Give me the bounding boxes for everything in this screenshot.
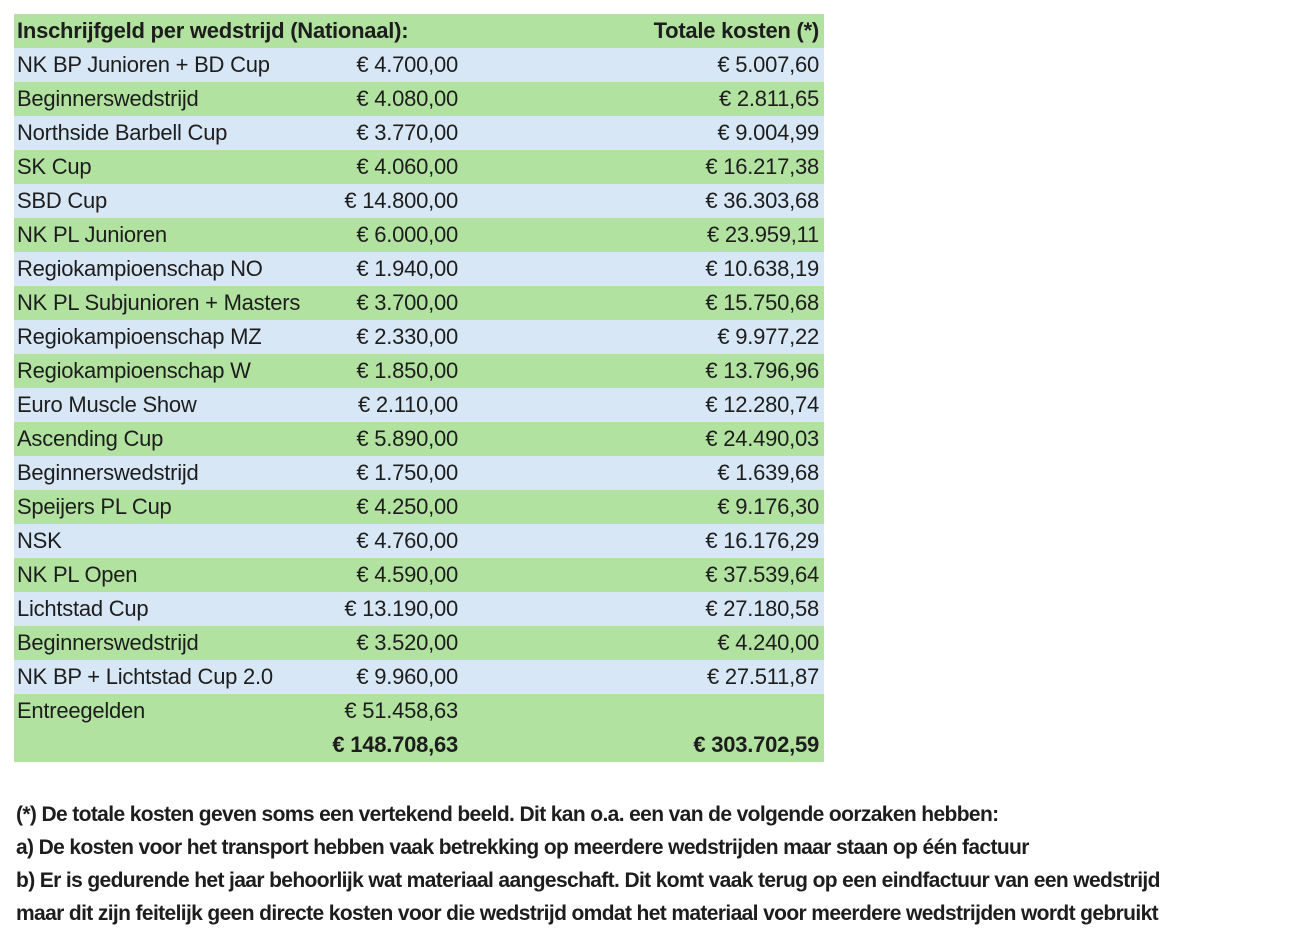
competition-name-cell: NK PL Junioren bbox=[17, 222, 167, 247]
total-cost-cell: € 9.977,22 bbox=[717, 324, 819, 349]
fee-cell: € 14.800,00 bbox=[344, 188, 458, 213]
competition-name-cell: NK BP + Lichtstad Cup 2.0 bbox=[17, 664, 273, 689]
competition-name-cell: Beginnerswedstrijd bbox=[17, 630, 199, 655]
footnote-line: maar dit zijn feitelijk geen directe kosten voor die wedstrijd omdat het materiaal voor meerdere wedstrijden wordt gebruikt bbox=[16, 902, 1158, 925]
table-row bbox=[14, 490, 824, 524]
total-cost-cell: € 23.959,11 bbox=[707, 222, 819, 247]
competition-name-cell: Regiokampioenschap NO bbox=[17, 256, 263, 281]
competition-name-cell: NSK bbox=[17, 528, 62, 553]
total-cost-cell: € 10.638,19 bbox=[705, 256, 819, 281]
competition-name-cell: Regiokampioenschap MZ bbox=[17, 324, 262, 349]
total-cost-cell: € 15.750,68 bbox=[705, 290, 819, 315]
table-totals-row bbox=[14, 728, 824, 762]
fee-cell: € 4.760,00 bbox=[356, 528, 458, 553]
table-row bbox=[14, 252, 824, 286]
fee-cell: € 4.250,00 bbox=[356, 494, 458, 519]
table-header-row bbox=[14, 14, 824, 48]
total-cost-cell: € 5.007,60 bbox=[717, 52, 819, 77]
totals-fee-cell: € 148.708,63 bbox=[332, 732, 458, 757]
fee-cell: € 4.080,00 bbox=[356, 86, 458, 111]
fee-cell: € 3.770,00 bbox=[356, 120, 458, 145]
fee-cell: € 3.700,00 bbox=[356, 290, 458, 315]
footnotes bbox=[16, 798, 1290, 930]
table-row bbox=[14, 354, 824, 388]
competition-name-cell: Ascending Cup bbox=[17, 426, 164, 451]
fee-cell: € 13.190,00 bbox=[344, 596, 458, 621]
total-cost-cell: € 1.639,68 bbox=[717, 460, 819, 485]
total-cost-cell: € 24.490,03 bbox=[705, 426, 819, 451]
fee-cell: € 1.940,00 bbox=[356, 256, 458, 281]
fee-table bbox=[14, 14, 824, 762]
fee-cell: € 2.330,00 bbox=[356, 324, 458, 349]
total-cost-cell: € 4.240,00 bbox=[717, 630, 819, 655]
table-row bbox=[14, 82, 824, 116]
competition-name-cell: Beginnerswedstrijd bbox=[17, 86, 199, 111]
table-row bbox=[14, 116, 824, 150]
table-row bbox=[14, 320, 824, 354]
fee-cell: € 4.590,00 bbox=[356, 562, 458, 587]
total-cost-cell: € 13.796,96 bbox=[705, 358, 819, 383]
table-row bbox=[14, 48, 824, 82]
fee-cell: € 4.060,00 bbox=[356, 154, 458, 179]
totals-total-cell: € 303.702,59 bbox=[693, 732, 819, 757]
table-row bbox=[14, 456, 824, 490]
total-column-header: Totale kosten (*) bbox=[653, 18, 819, 43]
footnote-line: (*) De totale kosten geven soms een vertekend beeld. Dit kan o.a. een van de volgende oorzaken hebben: bbox=[16, 803, 999, 826]
table-row bbox=[14, 218, 824, 252]
total-cost-cell: € 27.180,58 bbox=[705, 596, 819, 621]
competition-name-cell: Regiokampioenschap W bbox=[17, 358, 251, 383]
fee-cell: € 9.960,00 bbox=[356, 664, 458, 689]
table-row bbox=[14, 660, 824, 694]
footnote-line: b) Er is gedurende het jaar behoorlijk wat materiaal aangeschaft. Dit komt vaak terug op een eindfactuur van een wedstrijd bbox=[16, 869, 1160, 892]
fee-cell: € 4.700,00 bbox=[356, 52, 458, 77]
fee-cell: € 5.890,00 bbox=[356, 426, 458, 451]
total-cost-cell: € 16.217,38 bbox=[705, 154, 819, 179]
table-row bbox=[14, 150, 824, 184]
fee-cell: € 1.750,00 bbox=[356, 460, 458, 485]
competition-name-cell: Lichtstad Cup bbox=[17, 596, 149, 621]
competition-name-cell: Entreegelden bbox=[17, 698, 146, 723]
table-row bbox=[14, 558, 824, 592]
table-row bbox=[14, 422, 824, 456]
table-row bbox=[14, 524, 824, 558]
competition-name-cell: NK PL Open bbox=[17, 562, 138, 587]
footnote-line: a) De kosten voor het transport hebben vaak betrekking op meerdere wedstrijden maar staan op één factuur bbox=[16, 836, 1029, 859]
total-cost-cell: € 36.303,68 bbox=[705, 188, 819, 213]
table-title: Inschrijfgeld per wedstrijd (Nationaal): bbox=[17, 18, 409, 43]
fee-cell: € 51.458,63 bbox=[344, 698, 458, 723]
total-cost-cell: € 12.280,74 bbox=[705, 392, 819, 417]
table-row bbox=[14, 626, 824, 660]
table-row bbox=[14, 592, 824, 626]
competition-name-cell: SK Cup bbox=[17, 154, 92, 179]
total-cost-cell: € 16.176,29 bbox=[705, 528, 819, 553]
fee-cell: € 2.110,00 bbox=[358, 392, 458, 417]
fee-cell: € 1.850,00 bbox=[356, 358, 458, 383]
table-row bbox=[14, 694, 824, 728]
fee-cell: € 6.000,00 bbox=[356, 222, 458, 247]
fee-cell: € 3.520,00 bbox=[356, 630, 458, 655]
competition-name-cell: Euro Muscle Show bbox=[17, 392, 197, 417]
table-row bbox=[14, 388, 824, 422]
total-cost-cell: € 27.511,87 bbox=[707, 664, 819, 689]
table-rows bbox=[14, 48, 824, 728]
table-row bbox=[14, 184, 824, 218]
total-cost-cell: € 9.004,99 bbox=[717, 120, 819, 145]
competition-name-cell: NK PL Subjunioren + Masters bbox=[17, 290, 301, 315]
competition-name-cell: SBD Cup bbox=[17, 188, 108, 213]
competition-name-cell: NK BP Junioren + BD Cup bbox=[17, 52, 270, 77]
total-cost-cell: € 2.811,65 bbox=[719, 86, 819, 111]
competition-name-cell: Beginnerswedstrijd bbox=[17, 460, 199, 485]
table-row bbox=[14, 286, 824, 320]
total-cost-cell: € 9.176,30 bbox=[717, 494, 819, 519]
total-cost-cell: € 37.539,64 bbox=[705, 562, 819, 587]
competition-name-cell: Northside Barbell Cup bbox=[17, 120, 228, 145]
competition-name-cell: Speijers PL Cup bbox=[17, 494, 172, 519]
